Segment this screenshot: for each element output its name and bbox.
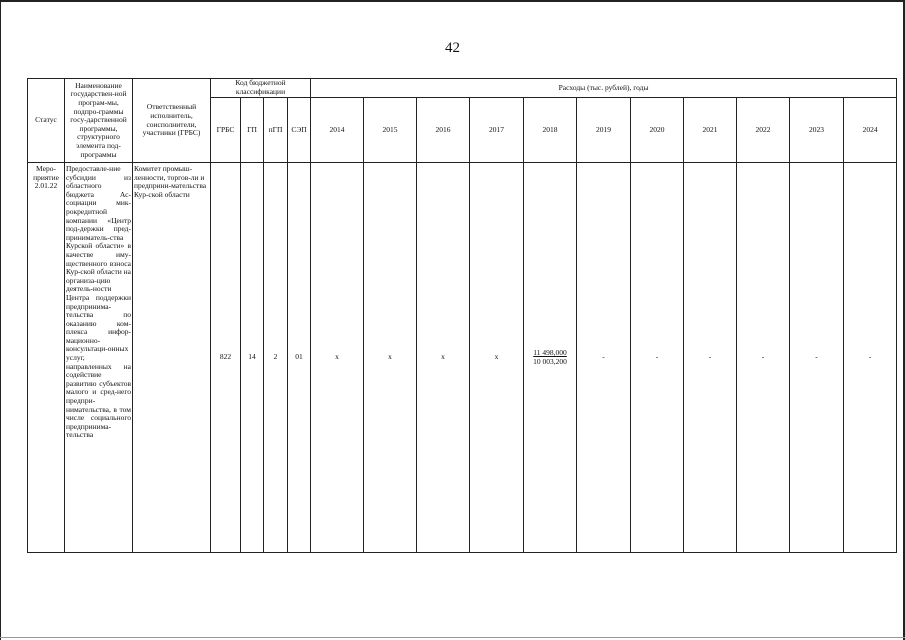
cell-gp: 14 xyxy=(241,163,264,553)
cell-2023: - xyxy=(790,163,844,553)
header-program-name: Наименование государствен-ной програм-мы, подпро-граммы госу-дарственной программы, структурного элемента под-программы xyxy=(65,79,133,163)
header-pgp: пГП xyxy=(264,98,288,163)
cell-2022: - xyxy=(737,163,790,553)
header-year: 2023 xyxy=(790,98,844,163)
header-year: 2022 xyxy=(737,98,790,163)
cell-sep: 01 xyxy=(288,163,311,553)
amount-2018-first: 11 498,000 xyxy=(533,347,567,357)
header-row-1 xyxy=(28,79,897,98)
cell-2020: - xyxy=(631,163,684,553)
header-year: 2021 xyxy=(684,98,737,163)
header-year: 2018 xyxy=(524,98,577,163)
header-year: 2019 xyxy=(577,98,631,163)
header-year: 2020 xyxy=(631,98,684,163)
scan-top-edge xyxy=(0,0,905,2)
page-number: 42 xyxy=(445,40,460,56)
amount-2018-second: 10 003,200 xyxy=(533,356,567,366)
cell-2015: х xyxy=(364,163,417,553)
cell-grbs: 822 xyxy=(211,163,241,553)
header-year: 2014 xyxy=(311,98,364,163)
scan-bottom-edge xyxy=(0,637,905,638)
cell-2014: х xyxy=(311,163,364,553)
budget-table xyxy=(27,78,897,553)
cell-2024: - xyxy=(844,163,897,553)
header-year: 2015 xyxy=(364,98,417,163)
cell-pgp: 2 xyxy=(264,163,288,553)
cell-program-name: Предоставле-ние субсидии из областного бюджета Ас-социации мик-рокредитной компании «Центр под-держки пред-приниматель-ства Курской области» в качестве иму-щественного взноса Кур-ской области на организа-цию деятель-ности Центра поддержки предпринима-тельства по оказанию ком-плекса инфор-мационно-консультаци-онных услуг, направленных на содействие развитию субъектов малого и сред-него предпри-нимательства, в том числе социального предпринима-тельства xyxy=(65,163,133,553)
cell-2017: х xyxy=(470,163,524,553)
scan-left-edge xyxy=(0,0,1,640)
header-gp: ГП xyxy=(241,98,264,163)
header-expenses: Расходы (тыс. рублей), годы xyxy=(311,79,897,98)
cell-status: Меро-приятие 2.01.22 xyxy=(28,163,65,553)
header-executor: Ответственный исполнитель, соисполнители, участники (ГРБС) xyxy=(133,79,211,163)
cell-2019: - xyxy=(577,163,631,553)
header-year: 2024 xyxy=(844,98,897,163)
cell-2021: - xyxy=(684,163,737,553)
cell-executor: Комитет промыш-ленности, торгов-ли и предприни-мательства Кур-ской области xyxy=(133,163,211,553)
header-status: Статус xyxy=(28,79,65,163)
cell-2016: х xyxy=(417,163,470,553)
header-year: 2017 xyxy=(470,98,524,163)
header-sep: СЭП xyxy=(288,98,311,163)
table-row xyxy=(28,163,897,553)
header-year: 2016 xyxy=(417,98,470,163)
cell-2018 xyxy=(524,163,577,553)
header-budget-code: Код бюджетной классификации xyxy=(211,79,311,98)
header-grbs: ГРБС xyxy=(211,98,241,163)
